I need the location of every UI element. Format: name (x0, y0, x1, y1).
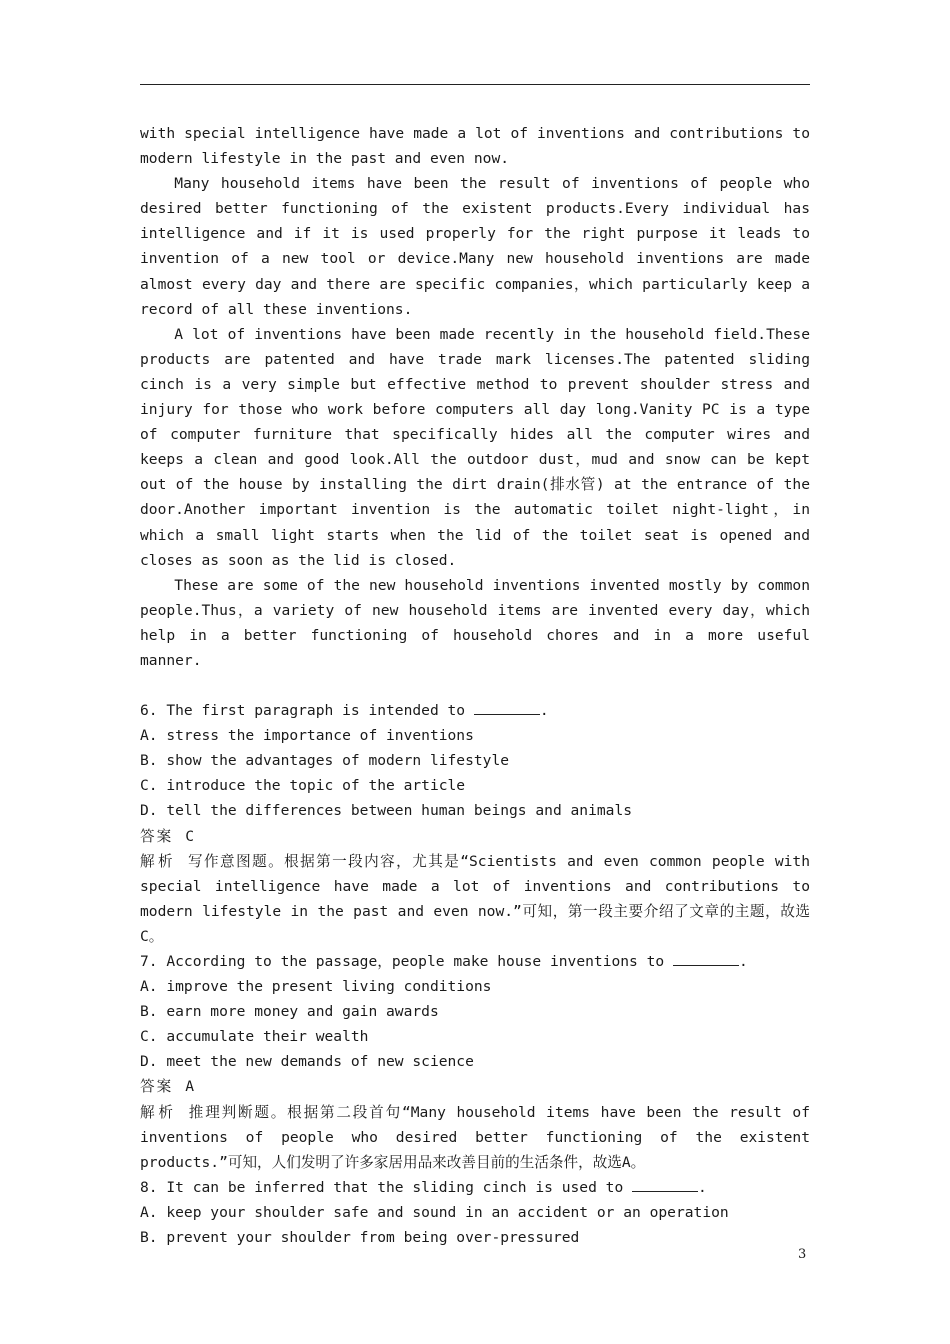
page-content (140, 121, 810, 1250)
header-rule (140, 84, 810, 85)
page-number: 3 (798, 1247, 807, 1262)
question-8-stem (140, 1175, 810, 1200)
analysis-text: 推理判断题。根据第二段首句“Many household items have been the result of inventions of people who desired better functioning of the existent products.”可知，人们发明了许多家居用品来改善目前的生活条件，故选A。 (140, 1103, 810, 1171)
question-6-option-d: D. tell the differences between human beings and animals (140, 802, 633, 820)
question-6-option-b: B. show the advantages of modern lifestyle (140, 752, 510, 770)
question-8-option-a: A. keep your shoulder safe and sound in an accident or an operation (140, 1203, 729, 1221)
question-7-stem-text: 7. According to the passage，people make house inventions to (140, 953, 673, 970)
question-6-stem (140, 698, 810, 723)
answer-blank (474, 700, 540, 715)
question-8-option-b: B. prevent your shoulder from being over-pressured (140, 1229, 580, 1247)
question-7-analysis (140, 1100, 810, 1175)
section-gap (140, 673, 810, 698)
question-6-option-c: C. introduce the topic of the article (140, 777, 466, 795)
passage-paragraph-1-continuation: with special intelligence have made a lot of inventions and contributions to modern lifestyle in the past and even now. (140, 125, 810, 168)
analysis-label: 解析 (140, 852, 177, 870)
question-7-stem-end: . (738, 953, 748, 970)
question-7-option-a: A. improve the present living conditions (140, 978, 492, 996)
analysis-label: 解析 (140, 1103, 177, 1121)
question-8-stem-end: . (698, 1178, 707, 1196)
question-7-option-d: D. meet the new demands of new science (140, 1053, 474, 1071)
analysis-text: 写作意图题。根据第一段内容，尤其是“Scientists and even common people with special intelligence have made a lot of inventions and contributions to modern lifestyle in the past and even now.”可知，第一段主要介绍了文章的主题，故选C。 (140, 852, 810, 945)
question-6-analysis (140, 849, 810, 949)
passage-paragraph-2: Many household items have been the result of inventions of people who desired better functioning of the existent products.Every individual has intelligence and if it is used properly for the right purpose it leads to invention of a new tool or device.Many new household inventions are made almost every day and there are specific companies，which particularly keep a record of all these inventions. (140, 175, 810, 318)
question-7-answer (140, 1074, 810, 1099)
answer-label: 答案 (140, 827, 174, 845)
question-8-stem-text: 8. It can be inferred that the sliding cinch is used to (140, 1178, 633, 1196)
question-6-option-a: A. stress the importance of inventions (140, 727, 474, 745)
question-6-stem-text: 6. The first paragraph is intended to (140, 702, 474, 720)
answer-value: C (185, 827, 194, 845)
passage-paragraph-3: A lot of inventions have been made recently in the household field.These products are patented and have trade mark licenses.The patented sliding cinch is a very simple but effective method to prevent shoulder stress and injury for those who work before computers all day long.Vanity PC is a type of computer furniture that specifically hides all the computer wires and keeps a clean and good look.All the outdoor dust，mud and snow can be kept out of the house by installing the dirt drain(排水管) at the entrance of the door.Another important invention is the automatic toilet night-light，in which a small light starts when the lid of the toilet seat is opened and closes as soon as the lid is closed. (140, 325, 810, 569)
question-7-option-b: B. earn more money and gain awards (140, 1003, 439, 1021)
question-6-stem-end: . (539, 702, 549, 720)
answer-value: A (185, 1078, 194, 1096)
passage-paragraph-4: These are some of the new household inventions invented mostly by common people.Thus，a variety of new household items are invented every day，which help in a better functioning of household chores and in a more useful manner. (140, 576, 810, 669)
question-6-answer (140, 824, 810, 849)
answer-blank (673, 951, 739, 966)
answer-label: 答案 (140, 1078, 174, 1096)
question-7-stem (140, 949, 810, 974)
answer-blank (632, 1177, 698, 1192)
question-7-option-c: C. accumulate their wealth (140, 1028, 369, 1046)
